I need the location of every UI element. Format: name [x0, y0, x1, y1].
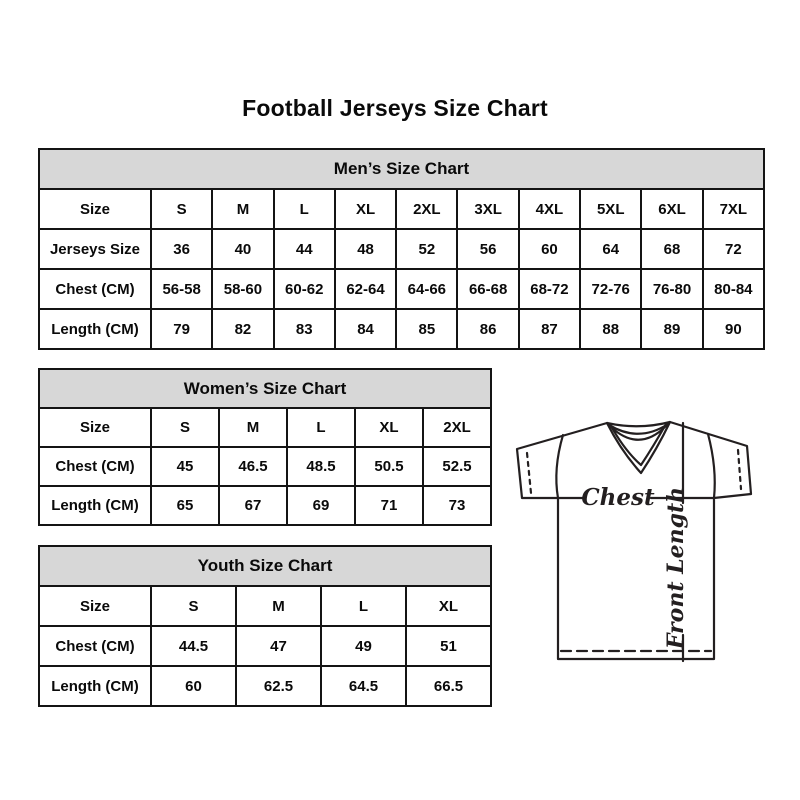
table-row [39, 447, 491, 486]
table-cell: 5XL [580, 189, 641, 229]
table-cell: XL [335, 189, 396, 229]
table-row [39, 269, 764, 309]
table-cell: 89 [641, 309, 702, 349]
table-cell: 36 [151, 229, 212, 269]
table-cell: 60 [519, 229, 580, 269]
table-row [39, 626, 491, 666]
table-row [39, 408, 491, 447]
table-cell: 86 [457, 309, 518, 349]
row-header: Chest (CM) [39, 269, 151, 309]
table-cell: S [151, 408, 219, 447]
table-cell: 44.5 [151, 626, 236, 666]
youth-table-title: Youth Size Chart [39, 546, 491, 586]
table-cell: 60 [151, 666, 236, 706]
table-cell: 80-84 [703, 269, 764, 309]
table-cell: 48 [335, 229, 396, 269]
table-cell: 88 [580, 309, 641, 349]
table-cell: 64 [580, 229, 641, 269]
row-header: Size [39, 189, 151, 229]
table-cell: 64-66 [396, 269, 457, 309]
table-cell: 67 [219, 486, 287, 525]
table-cell: 66-68 [457, 269, 518, 309]
table-cell: 68-72 [519, 269, 580, 309]
row-header: Jerseys Size [39, 229, 151, 269]
table-cell: XL [406, 586, 491, 626]
table-row [39, 309, 764, 349]
row-header: Length (CM) [39, 486, 151, 525]
table-cell: 58-60 [212, 269, 273, 309]
page-title: Football Jerseys Size Chart [242, 95, 548, 121]
table-cell: 7XL [703, 189, 764, 229]
table-cell: 40 [212, 229, 273, 269]
table-cell: 6XL [641, 189, 702, 229]
table-cell: 4XL [519, 189, 580, 229]
table-cell: 64.5 [321, 666, 406, 706]
row-header: Chest (CM) [39, 447, 151, 486]
table-cell: S [151, 189, 212, 229]
womens-size-chart-table [38, 368, 492, 526]
table-cell: 76-80 [641, 269, 702, 309]
table-cell: 47 [236, 626, 321, 666]
table-cell: 52.5 [423, 447, 491, 486]
table-cell: 69 [287, 486, 355, 525]
table-cell: 3XL [457, 189, 518, 229]
table-cell: 48.5 [287, 447, 355, 486]
table-cell: L [274, 189, 335, 229]
row-header: Chest (CM) [39, 626, 151, 666]
table-row [39, 229, 764, 269]
row-header: Length (CM) [39, 309, 151, 349]
table-cell: 2XL [396, 189, 457, 229]
table-cell: 72 [703, 229, 764, 269]
table-cell: 72-76 [580, 269, 641, 309]
table-cell: S [151, 586, 236, 626]
table-cell: 2XL [423, 408, 491, 447]
jersey-measurement-diagram [505, 413, 770, 675]
table-cell: 85 [396, 309, 457, 349]
table-cell: 82 [212, 309, 273, 349]
cuff-dashed-line-left [527, 453, 531, 493]
table-row [39, 486, 491, 525]
table-cell: 87 [519, 309, 580, 349]
table-cell: 66.5 [406, 666, 491, 706]
table-cell: 73 [423, 486, 491, 525]
table-row [39, 189, 764, 229]
mens-size-chart-table [38, 148, 765, 350]
table-cell: 60-62 [274, 269, 335, 309]
table-cell: 79 [151, 309, 212, 349]
table-cell: 50.5 [355, 447, 423, 486]
table-cell: L [287, 408, 355, 447]
table-cell: 84 [335, 309, 396, 349]
cuff-dashed-line-right [738, 450, 741, 489]
table-cell: M [212, 189, 273, 229]
table-cell: 56 [457, 229, 518, 269]
table-cell: L [321, 586, 406, 626]
youth-size-chart-table [38, 545, 492, 707]
row-header: Size [39, 586, 151, 626]
table-cell: 49 [321, 626, 406, 666]
table-cell: 46.5 [219, 447, 287, 486]
table-cell: 71 [355, 486, 423, 525]
table-row [39, 666, 491, 706]
row-header: Size [39, 408, 151, 447]
armhole-seam-left [556, 435, 563, 498]
womens-table-title: Women’s Size Chart [39, 369, 491, 408]
table-cell: 65 [151, 486, 219, 525]
front-length-label: Front Length [663, 486, 689, 650]
table-cell: 44 [274, 229, 335, 269]
table-cell: 56-58 [151, 269, 212, 309]
table-cell: 83 [274, 309, 335, 349]
table-cell: M [219, 408, 287, 447]
table-cell: 51 [406, 626, 491, 666]
table-cell: 62.5 [236, 666, 321, 706]
table-cell: M [236, 586, 321, 626]
table-cell: 90 [703, 309, 764, 349]
table-cell: 52 [396, 229, 457, 269]
table-cell: 62-64 [335, 269, 396, 309]
table-cell: XL [355, 408, 423, 447]
row-header: Length (CM) [39, 666, 151, 706]
mens-table-title: Men’s Size Chart [39, 149, 764, 189]
table-row [39, 586, 491, 626]
table-cell: 68 [641, 229, 702, 269]
table-cell: 45 [151, 447, 219, 486]
chest-label: Chest [581, 484, 655, 511]
armhole-seam-right [708, 434, 715, 498]
